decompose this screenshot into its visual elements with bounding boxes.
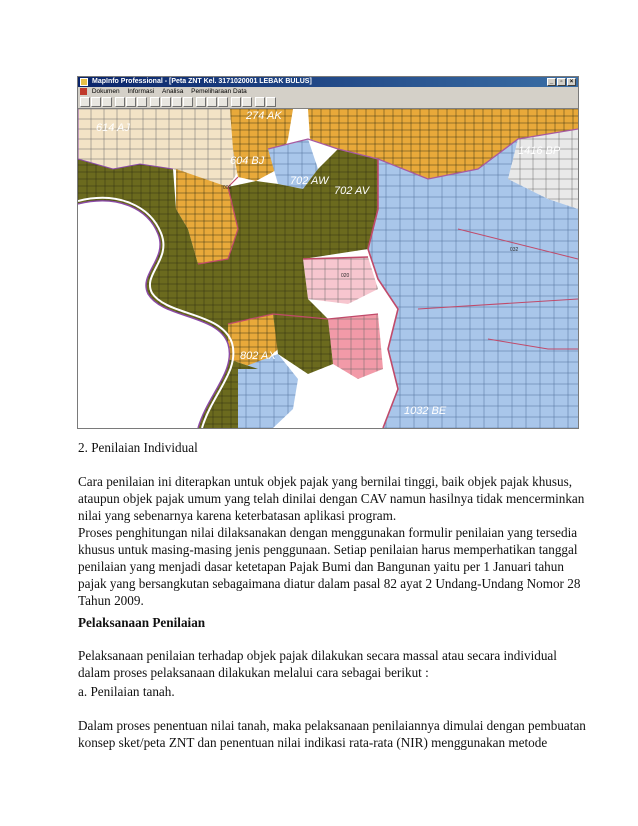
paragraph-calculation-process: Proses penghitungan nilai dilaksanakan dengan menggunakan formulir penilaian yang tersedia khusus untuk masing-masing jenis penggunaan. Setiap penilaian harus memperhatikan tanggal penilaian yang menjadi dasar ketetapan Pajak Bumi dan Bangunan yaitu per 1 Januari tahun pajak yang bersangkutan sebagaimana diatur dalam pasal 82 ayat 2 Undang-Undang Nomor 28 Tahun 2009.	[78, 525, 581, 608]
select-rectangle-icon	[150, 97, 160, 107]
label-icon	[183, 97, 193, 107]
section-title: 2. Penilaian Individual	[78, 440, 198, 455]
pan-hand-icon	[115, 97, 125, 107]
select-radius-icon	[161, 97, 171, 107]
restore-icon: ▫	[557, 78, 566, 86]
mapinfo-app-icon	[80, 78, 88, 86]
info-icon	[126, 97, 136, 107]
zone-label-614: 614 AJ	[96, 122, 130, 134]
help-icon	[266, 97, 276, 107]
change-view-icon	[102, 97, 112, 107]
menu-dokumen: Dokumen	[91, 88, 120, 95]
legend-icon	[231, 97, 241, 107]
zone-label-702-aw: 702 AW	[290, 175, 329, 187]
zone-label-604: 604 BJ	[230, 155, 265, 167]
block-label-020: 020	[341, 273, 350, 279]
map-window-titlebar	[78, 77, 578, 87]
select-arrow-icon	[137, 97, 147, 107]
zoom-out-icon	[91, 97, 101, 107]
zone-label-1416: 1416 BP	[518, 145, 561, 157]
paragraph-land-value: Dalam proses penentuan nilai tanah, maka pelaksanaan penilaiannya dimulai dengan pembuatan konsep sket/peta ZNT dan penentuan nilai indikasi rata-rata (NIR) menggunakan metode	[78, 718, 586, 750]
document-menu-icon	[80, 88, 87, 95]
paragraph-individual-assessment: Cara penilaian ini diterapkan untuk objek pajak yang bernilai tinggi, baik objek pajak khusus, ataupun objek pajak umum yang telah dinilai dengan CAV namun hasilnya tidak mencerminkan nilai yang sebenarnya karena keterbatasan aplikasi program.	[78, 474, 585, 523]
report-icon	[255, 97, 265, 107]
table-icon	[242, 97, 252, 107]
menu-pemeliharaan-data: Pemeliharaan Data	[191, 88, 247, 95]
block-label-009: 009	[223, 185, 232, 191]
minimize-icon: _	[547, 78, 556, 86]
zoom-in-icon	[80, 97, 90, 107]
znt-map	[78, 109, 578, 428]
map-menubar	[78, 87, 578, 96]
paragraph-implementation: Pelaksanaan penilaian terhadap objek pajak dilakukan secara massal atau secara individual dalam proses pelaksanaan dilakukan melalui cara sebagai berikut :	[78, 648, 557, 680]
menu-informasi: Informasi	[127, 88, 155, 95]
zone-label-274: 274 AK	[246, 110, 282, 122]
print-icon	[218, 97, 228, 107]
zone-label-1032: 1032 BE	[404, 405, 447, 417]
ruler-icon	[196, 97, 206, 107]
subheading-land-assessment: a. Penilaian tanah.	[78, 684, 175, 699]
zone-label-802: 802 AX	[240, 350, 276, 362]
layer-control-icon	[207, 97, 217, 107]
znt-map-canvas	[78, 109, 578, 428]
menu-analisa: Analisa	[162, 88, 184, 95]
map-window-title: MapInfo Professional - [Peta ZNT Kel. 3171020001 LEBAK BULUS]	[92, 78, 312, 85]
map-toolbar	[78, 96, 578, 109]
zone-label-702-av: 702 AV	[334, 185, 370, 197]
close-icon: ×	[567, 78, 576, 86]
map-screenshot	[77, 76, 579, 429]
heading-pelaksanaan-penilaian: Pelaksanaan Penilaian	[78, 615, 206, 630]
select-polygon-icon	[172, 97, 182, 107]
block-label-032: 032	[510, 247, 519, 253]
